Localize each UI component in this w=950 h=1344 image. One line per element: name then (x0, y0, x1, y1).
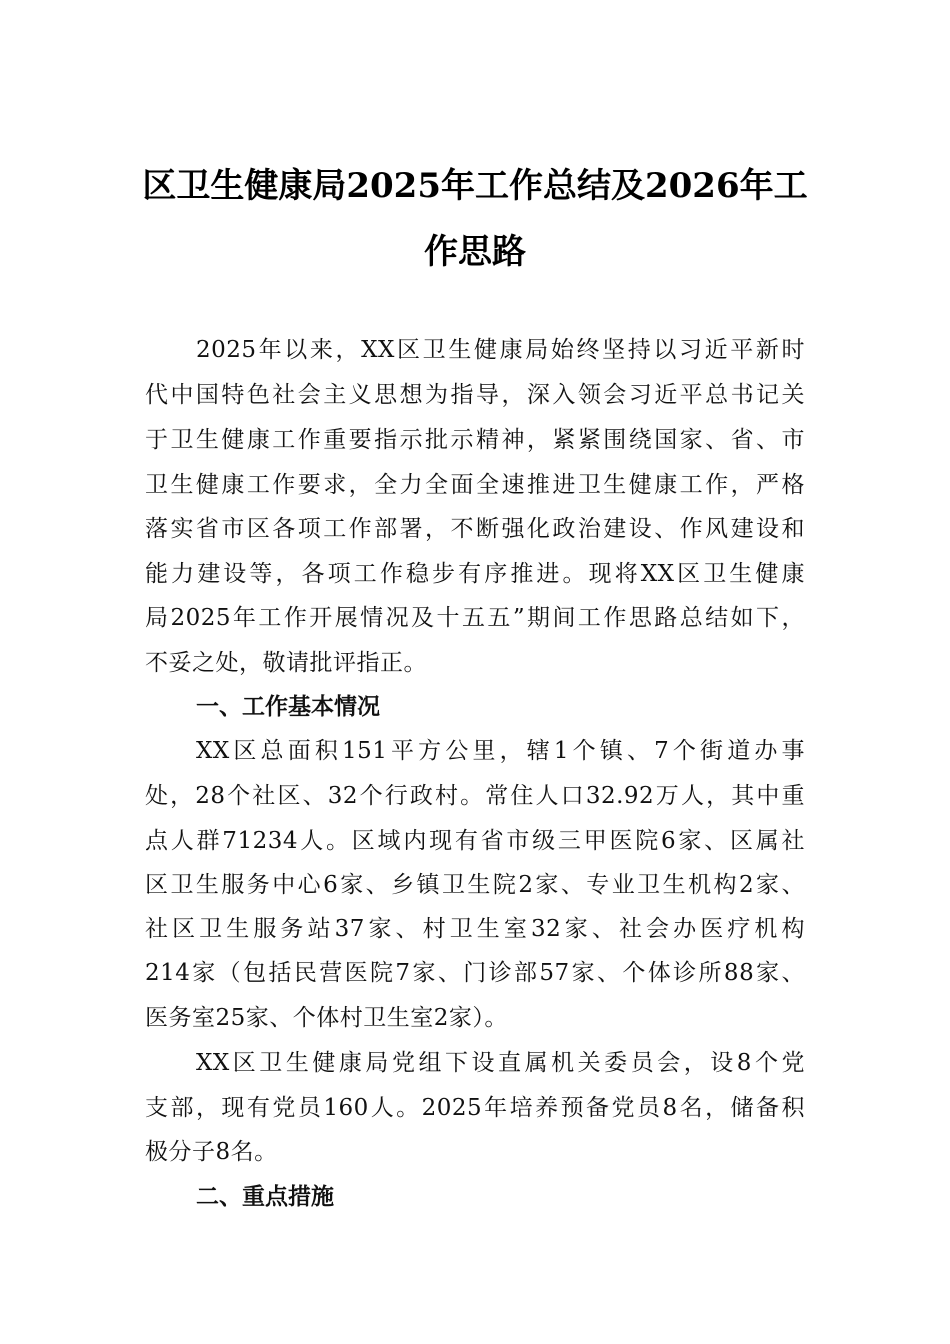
intro-line-7: 局2025年工作开展情况及十五五”期间工作思路总结如下， (145, 605, 805, 631)
intro-line-2: 代中国特色社会主义思想为指导，深入领会习近平总书记关 (145, 382, 805, 408)
intro-line-4: 卫生健康工作要求，全力全面全速推进卫生健康工作，严格 (145, 472, 805, 498)
section1-p1-line-4: 区卫生服务中心6家、乡镇卫生院2家、专业卫生机构2家、 (145, 872, 805, 898)
section-heading-2: 二、重点措施 (196, 1184, 334, 1210)
section-heading-1: 一、工作基本情况 (196, 694, 380, 720)
intro-line-5: 落实省市区各项工作部署，不断强化政治建设、作风建设和 (145, 516, 805, 542)
intro-line-6: 能力建设等，各项工作稳步有序推进。现将XX区卫生健康 (145, 561, 805, 587)
intro-line-8: 不妥之处，敬请批评指正。 (145, 650, 427, 676)
document-title-line-2: 作思路 (424, 232, 526, 272)
section1-p1-line-5: 社区卫生服务站37家、村卫生室32家、社会办医疗机构 (145, 916, 805, 942)
intro-line-3: 于卫生健康工作重要指示批示精神，紧紧围绕国家、省、市 (145, 427, 805, 453)
section1-p1-line-7: 医务室25家、个体村卫生室2家）。 (145, 1005, 508, 1031)
intro-line-1: 2025年以来，XX区卫生健康局始终坚持以习近平新时 (196, 337, 805, 363)
section1-p1-line-1: XX区总面积151平方公里，辖1个镇、7个街道办事 (196, 738, 805, 764)
section1-p1-line-3: 点人群71234人。区域内现有省市级三甲医院6家、区属社 (145, 828, 805, 854)
section1-p2-line-2: 支部，现有党员160人。2025年培养预备党员8名，储备积 (145, 1095, 805, 1121)
section1-p1-line-6: 214家（包括民营医院7家、门诊部57家、个体诊所88家、 (145, 960, 805, 986)
section1-p1-line-2: 处，28个社区、32个行政村。常住人口32.92万人，其中重 (145, 783, 805, 809)
section1-p2-line-1: XX区卫生健康局党组下设直属机关委员会，设8个党 (196, 1050, 805, 1076)
section1-p2-line-3: 极分子8名。 (145, 1139, 278, 1165)
document-title-line-1: 区卫生健康局2025年工作总结及2026年工 (142, 166, 808, 206)
